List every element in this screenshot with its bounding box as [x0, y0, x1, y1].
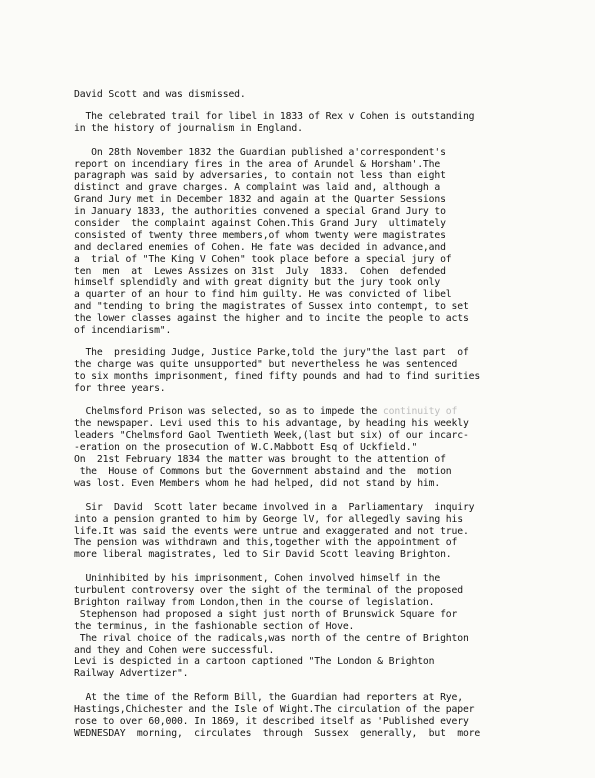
paragraph-6: [74, 502, 590, 561]
faded-text: continuity of: [382, 406, 458, 418]
text-line: the charge was quite unsupported" but nevertheless he was sentenced: [74, 358, 458, 370]
text-line: David Scott and was dismissed.: [74, 89, 246, 100]
text-line: ten men at Lewes Assizes on 31st July 1833. Cohen defended: [74, 265, 446, 277]
paragraph-8: [74, 692, 590, 740]
text-line: -eration on the prosecution of W.C.Mabbott Esq of Uckfield.": [74, 442, 418, 454]
text-line: into a pension granted to him by George lV, for allegedly saving his: [74, 513, 463, 525]
text-line: the lower classes against the higher and to incite the people to acts: [74, 313, 469, 325]
text-line: At the time of the Reform Bill, the Guardian had reporters at Rye,: [74, 692, 463, 704]
paragraph-4: [74, 347, 590, 395]
text-line: rose to over 60,000. In 1869, it described itself as 'Published every: [74, 715, 469, 727]
text-line: WEDNESDAY morning, circulates through Sussex generally, but more: [74, 727, 481, 739]
text-line: was lost. Even Members whom he had helped, did not stand by him.: [74, 477, 441, 489]
text-line: the newspaper. Levi used this to his advantage, by heading his weekly: [74, 418, 469, 430]
text-line: The celebrated trail for libel in 1833 of Rex v Cohen is outstanding: [74, 110, 475, 122]
text-line: in the history of journalism in England.: [74, 122, 303, 134]
text-line: Hastings,Chichester and the Isle of Wight.The circulation of the paper: [74, 704, 475, 716]
text-line: the House of Commons but the Government abstaind and the motion: [74, 465, 452, 477]
text-line: Grand Jury met in December 1832 and again at the Quarter Sessions: [74, 194, 446, 206]
text-line: a trial of "The King V Cohen" took place before a special jury of: [74, 253, 452, 265]
text-line: life.It was said the events were untrue and exaggerated and not true.: [74, 525, 469, 537]
text-line: of incendiarism".: [74, 325, 172, 337]
text-line: On 28th November 1832 the Guardian published a'correspondent's: [74, 146, 446, 158]
text-line: Railway Advertizer".: [74, 668, 189, 680]
text-line: Stephenson had proposed a sight just north of Brunswick Square for: [74, 608, 458, 620]
text-line: The pension was withdrawn and this,together with the appointment of: [74, 537, 458, 549]
text-line: Levi is despicted in a cartoon captioned "The London & Brighton: [74, 656, 435, 668]
paragraph-5: [74, 406, 590, 489]
text-line: leaders "Chelmsford Gaol Twentieth Week,(last but six) of our incarc-: [74, 430, 469, 442]
text-line: consider the complaint against Cohen.This Grand Jury ultimately: [74, 218, 446, 230]
text-line: Brighton railway from London,then in the course of legislation.: [74, 596, 435, 608]
text-line: Sir David Scott later became involved in a Parliamentary inquiry: [74, 501, 475, 513]
text-line: more liberal magistrates, led to Sir David Scott leaving Brighton.: [74, 549, 452, 561]
document-body: [74, 89, 590, 740]
text-line: the terminus, in the fashionable section of Hove.: [74, 620, 355, 632]
text-line: to six months imprisonment, fined fifty pounds and had to find surities: [74, 370, 481, 382]
paragraph-2: [74, 111, 590, 135]
text-line: Uninhibited by his imprisonment, Cohen involved himself in the: [74, 573, 441, 585]
paragraph-1: [74, 89, 590, 101]
text-segment: Chelmsford Prison was selected, so as to impede the: [74, 406, 383, 418]
text-line: in January 1833, the authorities convened a special Grand Jury to: [74, 206, 446, 218]
text-line: consisted of twenty three members,of whom twenty were magistrates: [74, 229, 446, 241]
paragraph-3: [74, 147, 590, 337]
paragraph-7: [74, 573, 590, 680]
text-line: The presiding Judge, Justice Parke,told the jury"the last part of: [74, 346, 469, 358]
text-line: The rival choice of the radicals,was north of the centre of Brighton: [74, 632, 469, 644]
text-line: a quarter of an hour to find him guilty. He was convicted of libel: [74, 289, 452, 301]
text-line: report on incendiary fires in the area of Arundel & Horsham'.The: [74, 158, 441, 170]
text-line: paragraph was said by adversaries, to contain not less than eight: [74, 170, 446, 182]
text-line: and "tending to bring the magistrates of Sussex into contempt, to set: [74, 301, 469, 313]
text-line: and they and Cohen were successful.: [74, 644, 275, 656]
text-line: himself splendidly and with great dignity but the jury took only: [74, 277, 441, 289]
text-line: distinct and grave charges. A complaint was laid and, although a: [74, 182, 441, 194]
text-line: On 21st February 1834 the matter was brought to the attention of: [74, 454, 446, 466]
text-line: [74, 406, 590, 418]
text-line: turbulent controversy over the sight of the terminal of the proposed: [74, 585, 463, 597]
text-line: for three years.: [74, 382, 166, 394]
text-line: and declared enemies of Cohen. He fate was decided in advance,and: [74, 241, 446, 253]
